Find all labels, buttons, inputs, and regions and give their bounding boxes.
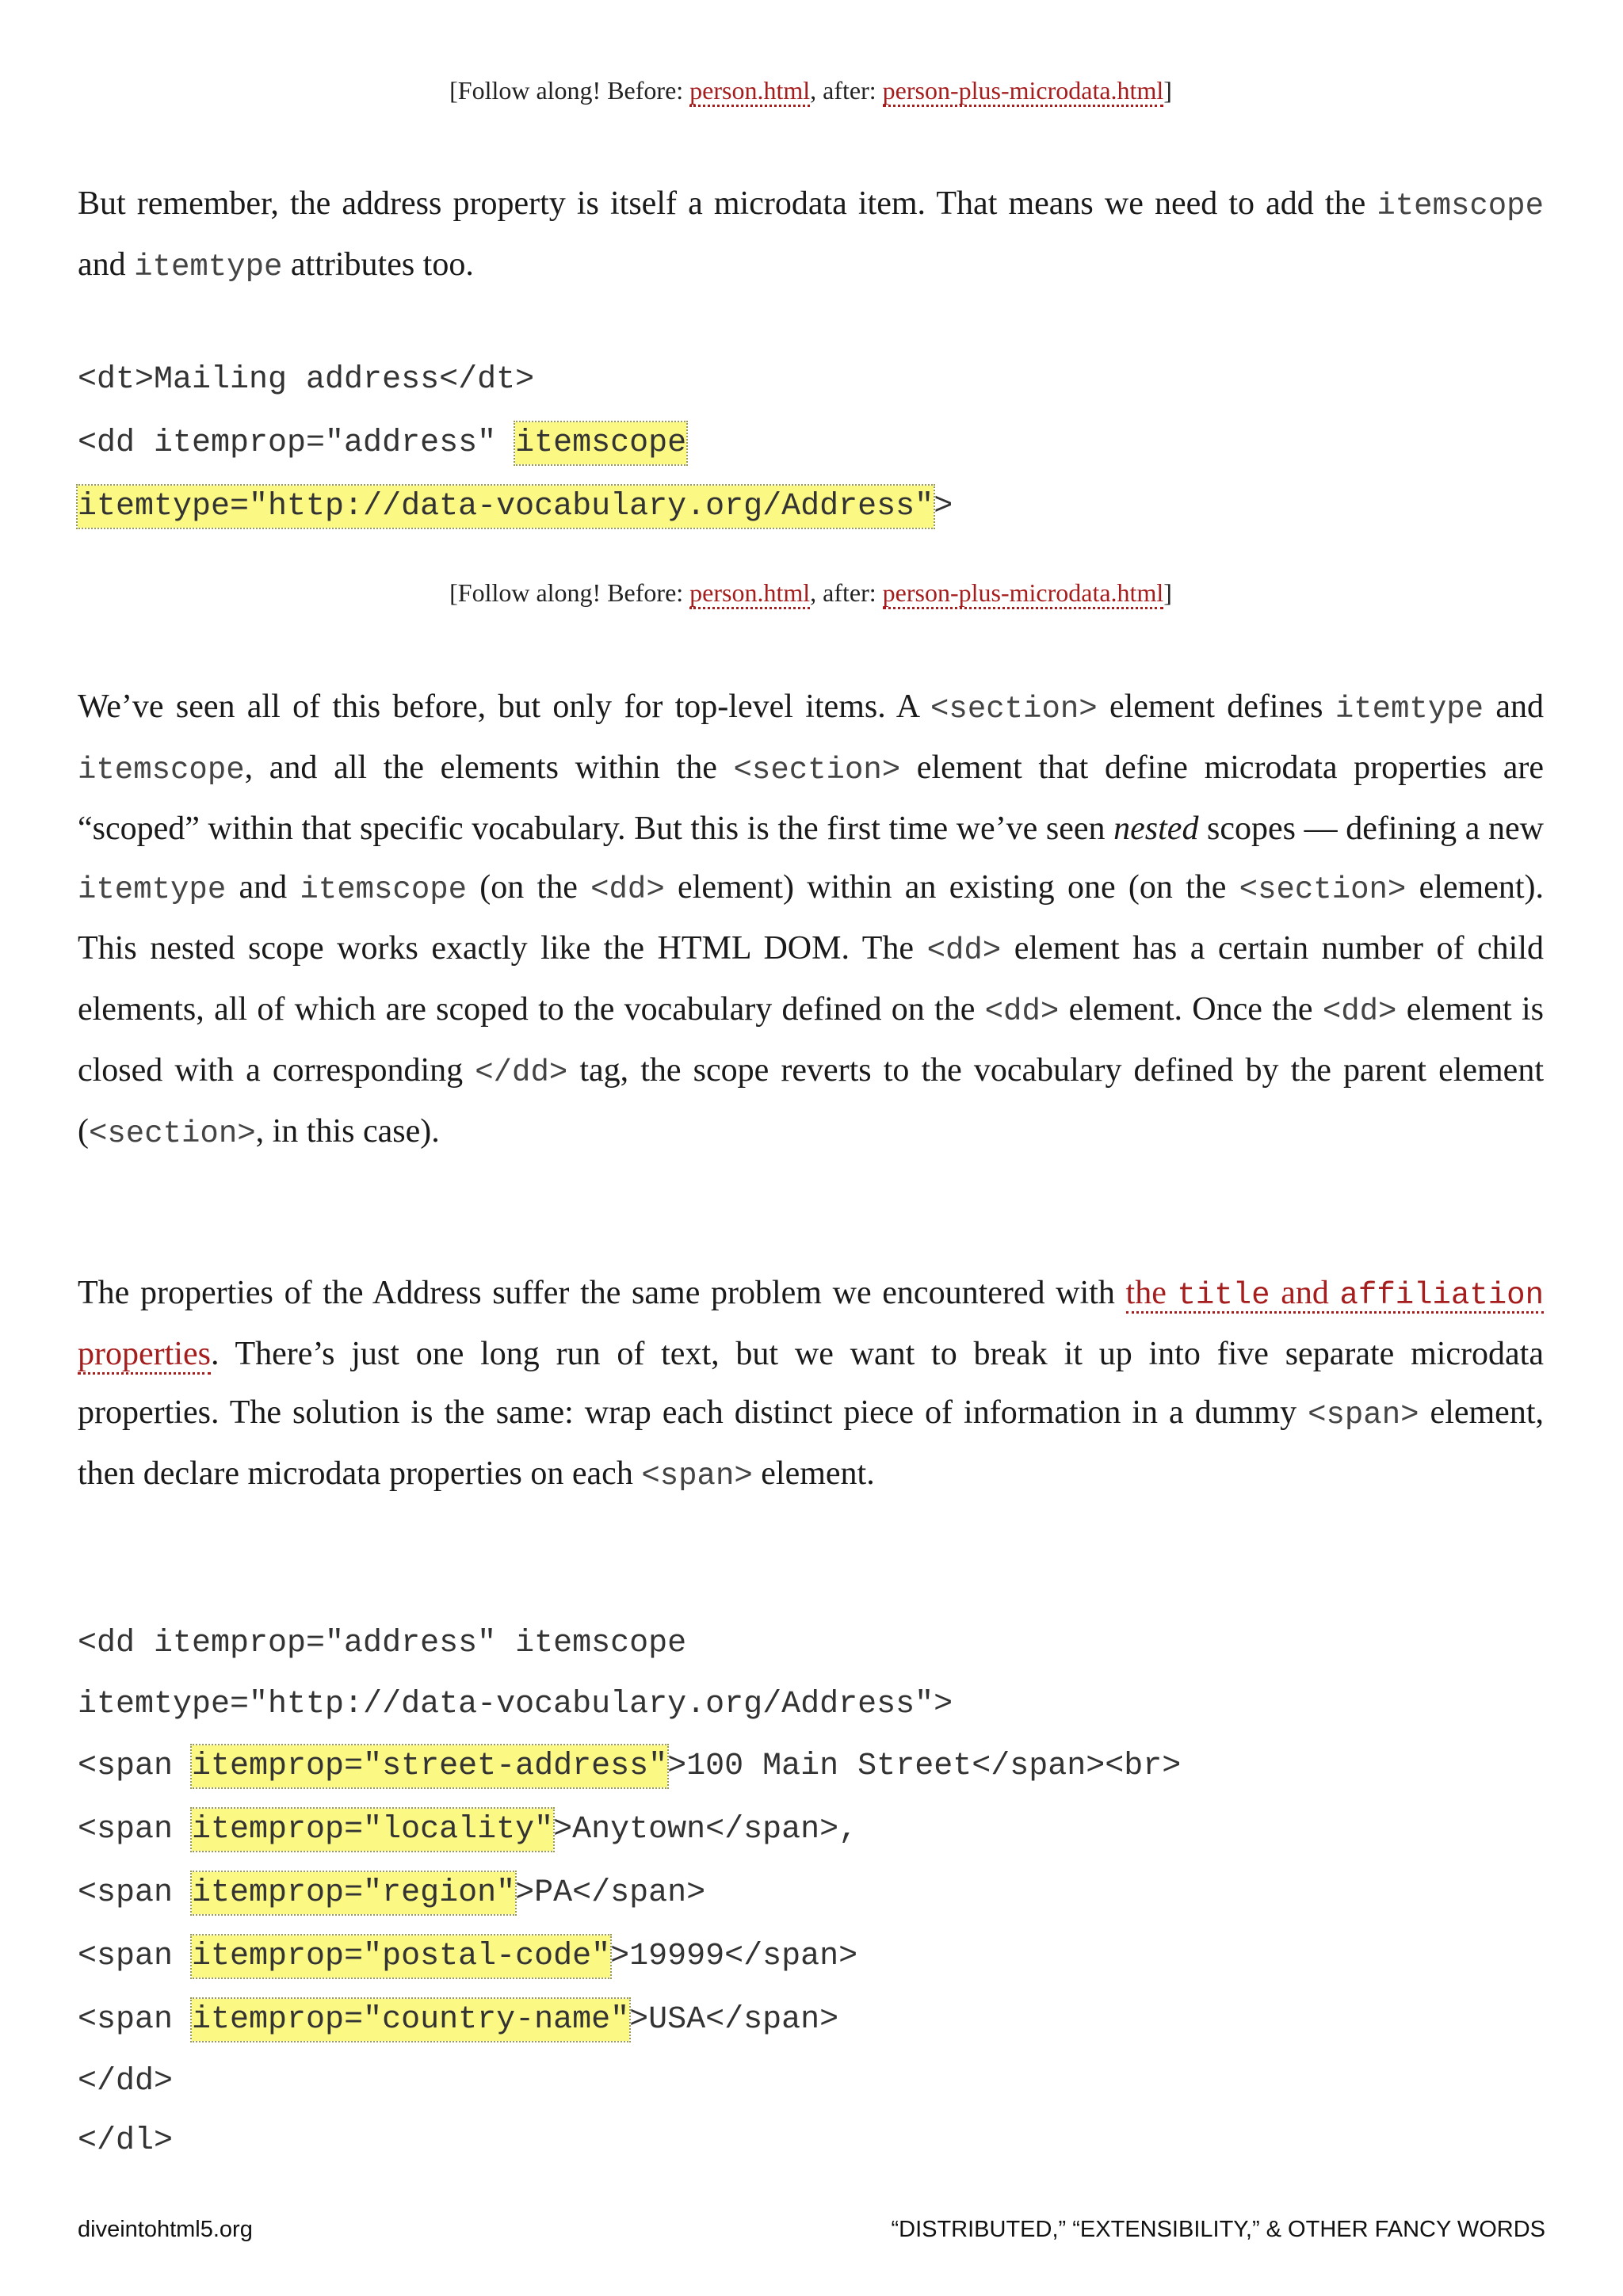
follow-along-note [78, 76, 1544, 105]
code-text: <dd itemprop="address" [78, 425, 516, 461]
inline-code: <section> [930, 692, 1098, 727]
code-text: >Anytown</span>, [553, 1812, 858, 1848]
text: scopes — defining a new [1198, 810, 1544, 847]
follow-prefix: [Follow along! Before: [449, 578, 690, 607]
code-line [78, 1735, 1544, 1798]
follow-mid: , after: [810, 76, 883, 105]
code-text: >PA</span> [515, 1875, 706, 1911]
code-text: </dl> [78, 2123, 174, 2159]
code-text: <span [78, 1939, 193, 1974]
inline-code: itemtype [1335, 692, 1484, 727]
highlighted-code: itemprop="country-name" [192, 1999, 629, 2041]
follow-mid: , after: [810, 578, 883, 607]
before-link[interactable]: person.html [689, 76, 810, 107]
inline-code: itemscope [78, 753, 245, 788]
text: element) within an existing one (on the [664, 869, 1239, 906]
inline-code: itemscope [300, 872, 468, 907]
follow-prefix: [Follow along! Before: [449, 76, 690, 105]
footer-site: diveintohtml5.org [78, 2217, 253, 2242]
code-line [78, 412, 1544, 475]
code-text: <span [78, 2002, 193, 2038]
link-text: the [1125, 1275, 1178, 1311]
highlighted-code: itemprop="region" [192, 1872, 515, 1914]
inline-code: itemscope [1377, 189, 1544, 223]
code-text: <span [78, 1749, 193, 1784]
text: element). This nested scope works exactly like the HTML DOM. The [78, 869, 1544, 967]
footer-chapter-title: “DISTRIBUTED,” “EXTENSIBILITY,” & OTHER FANCY WORDS [891, 2217, 1545, 2242]
code-text: <span [78, 1812, 193, 1848]
inline-code: <section> [89, 1116, 256, 1151]
code-text: itemtype="http://data-vocabulary.org/Address"> [78, 1687, 953, 1722]
code-text: <dt>Mailing address</dt> [78, 362, 535, 398]
inline-code: <dd> [1322, 994, 1397, 1029]
text: element. [752, 1455, 875, 1492]
after-link[interactable]: person-plus-microdata.html [883, 76, 1164, 107]
code-text: > [934, 489, 953, 524]
text: element, then declare microdata properties on each [78, 1394, 1544, 1492]
code-line [78, 1862, 1544, 1925]
inline-code: itemtype [78, 872, 227, 907]
code-line [78, 349, 1544, 412]
link-text: and [1270, 1275, 1340, 1311]
highlighted-code: itemscope [515, 422, 686, 464]
text: The properties of the Address suffer the same problem we encountered with [78, 1275, 1126, 1311]
emphasis: nested [1113, 810, 1199, 847]
text: element that define microdata properties are “scoped” within that specific vocabulary. But this is the first time we’ve seen [78, 749, 1544, 847]
inline-code: <section> [733, 753, 901, 788]
code-line [78, 1674, 1544, 1735]
inline-code: <span> [641, 1459, 753, 1493]
inline-code: <dd> [984, 994, 1060, 1029]
paragraph-address-properties [78, 1264, 1544, 1505]
code-line [78, 2052, 1544, 2111]
before-link[interactable]: person.html [689, 578, 810, 609]
code-text: <dd itemprop="address" itemscope [78, 1626, 687, 1661]
text: , and all the elements within the [244, 749, 734, 786]
link-code: title [1177, 1278, 1270, 1313]
code-text: >USA</span> [629, 2002, 839, 2038]
text: We’ve seen all of this before, but only for top-level items. A [78, 688, 931, 725]
inline-code: </dd> [475, 1055, 568, 1090]
highlighted-code: itemprop="postal-code" [192, 1936, 610, 1978]
text: element. Once the [1059, 991, 1323, 1028]
highlighted-code: itemtype="http://data-vocabulary.org/Address" [78, 486, 934, 528]
code-line [78, 1989, 1544, 2052]
link-text: properties [78, 1336, 211, 1372]
paragraph-nested-scopes [78, 677, 1544, 1163]
text: and [1484, 688, 1544, 725]
text: and [226, 869, 300, 906]
highlighted-code: itemprop="street-address" [192, 1745, 667, 1787]
text: element has a certain number of child elements, all of which are scoped to the vocabulary defined on the [78, 930, 1545, 1028]
inline-code: <dd> [926, 933, 1002, 968]
text: element defines [1097, 688, 1335, 725]
text: and [78, 246, 135, 283]
follow-along-note-2 [78, 578, 1544, 608]
inline-code: itemtype [134, 250, 283, 284]
text: (on the [467, 869, 591, 906]
after-link[interactable]: person-plus-microdata.html [883, 578, 1164, 609]
code-line [78, 1925, 1544, 1989]
code-text: <span [78, 1875, 193, 1911]
follow-suffix: ] [1163, 76, 1172, 105]
inline-code: <span> [1308, 1398, 1419, 1432]
code-line [78, 475, 1544, 539]
code-text: </dd> [78, 2064, 174, 2100]
text: . There’s just one long run of text, but we want to break it up into five separate microdata properties. The solution is the same: wrap each distinct piece of information in a dummy [78, 1336, 1544, 1431]
code-line [78, 1798, 1544, 1862]
text: But remember, the address property is itself a microdata item. That means we need to add the [78, 185, 1377, 222]
paragraph-address-intro [78, 174, 1544, 296]
text: element is closed with a corresponding [78, 991, 1544, 1089]
text: tag, the scope reverts to the vocabulary defined by the parent element ( [78, 1052, 1544, 1150]
code-block-address-spans [78, 1613, 1544, 2171]
link-code: affiliation [1339, 1278, 1544, 1313]
code-text: >19999</span> [610, 1939, 858, 1974]
code-text: >100 Main Street</span><br> [667, 1749, 1182, 1784]
follow-suffix: ] [1163, 578, 1172, 607]
highlighted-code: itemprop="locality" [192, 1809, 553, 1851]
inline-code: <section> [1239, 872, 1407, 907]
code-line [78, 2111, 1544, 2171]
code-block-dd-address [78, 349, 1544, 539]
code-line [78, 1613, 1544, 1674]
text: attributes too. [282, 246, 474, 283]
inline-code: <dd> [590, 872, 665, 907]
text: , in this case). [255, 1113, 440, 1150]
